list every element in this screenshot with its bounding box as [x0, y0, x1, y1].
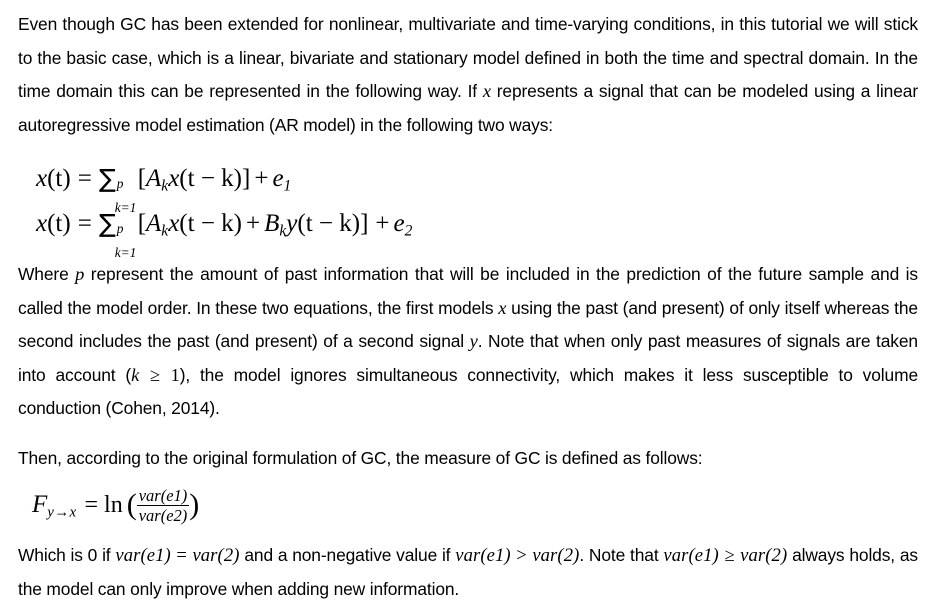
- eq2-lhs-variable: x: [36, 210, 48, 237]
- spacer-before-measure-intro: [18, 426, 918, 442]
- eq1-sum-upper-limit: p: [116, 176, 124, 191]
- inline-variable-x: x: [482, 81, 491, 101]
- eq2-plus-sign: +: [375, 210, 390, 237]
- model-order-part-3: using the past (and present) of only itself whereas the second includes the past (and present) of a second signal: [18, 297, 918, 351]
- eq1-plus-sign: +: [254, 165, 269, 192]
- eq2-inner-plus-sign: +: [246, 210, 261, 237]
- eq1-summation: [98, 164, 138, 215]
- intro-text-part-2: represents a signal that can be modeled using a linear autoregressive model estimation (AR model) in the following two ways:: [18, 81, 918, 135]
- closing-operator-greater-than: >: [511, 545, 532, 566]
- eq2-noise-subscript: 2: [404, 222, 413, 240]
- gc-fraction-denominator: var(e2): [138, 506, 188, 525]
- closing-operator-geq: ≥: [719, 545, 740, 566]
- paragraph-intro: [18, 8, 918, 142]
- closing-part-1: Which is 0 if: [18, 545, 116, 565]
- closing-expression-6: var(2): [740, 545, 788, 566]
- model-order-part-4: . Note that when only past measures of signals are taken into account (: [18, 331, 918, 385]
- closing-expression-3: var(e1): [455, 545, 511, 566]
- eq2-sigma-symbol: ∑: [98, 209, 116, 238]
- spacer-before-equation-1: [18, 142, 918, 164]
- eq2-term-y-argument: (t − k): [297, 210, 361, 237]
- intro-text-part-1: Even though GC has been extended for nonlinear, multivariate and time-varying conditions, in this tutorial we will stick to the basic case, which is a linear, bivariate and stationary model defined in both the time and spectral domain. In the time domain this can be represented in the following way. If: [18, 14, 918, 101]
- gc-fraction: [137, 486, 190, 525]
- gc-lhs-F: F: [32, 490, 48, 518]
- closing-expression-5: var(e1): [663, 545, 719, 566]
- eq1-lhs-variable: x: [36, 165, 48, 192]
- closing-operator-equals: =: [171, 545, 192, 566]
- eq1-equals-sign: =: [77, 165, 92, 192]
- eq1-term-x: x: [168, 165, 180, 192]
- closing-part-3: . Note that: [579, 545, 664, 565]
- model-order-part-1: Where: [18, 264, 76, 284]
- eq2-lhs-argument: (t): [47, 210, 71, 237]
- eq2-coefficient-A: A: [146, 210, 162, 237]
- gc-lhs-subscript: y→x: [47, 504, 77, 521]
- eq2-coefficient-B: B: [264, 210, 280, 237]
- spacer-between-equations: [18, 195, 918, 209]
- eq2-term-y: y: [286, 210, 298, 237]
- eq1-bracket-open: [: [137, 165, 147, 192]
- spacer-before-model-order-paragraph: [18, 240, 918, 258]
- eq2-coefficient-A-subscript: k: [161, 222, 169, 240]
- eq1-term-x-argument: (t − k): [179, 165, 242, 192]
- gc-paren-open: (: [126, 487, 137, 521]
- inline-variable-k: k: [131, 364, 140, 385]
- eq2-bracket-close: ]: [360, 210, 369, 237]
- paragraph-model-order: [18, 258, 918, 426]
- eq1-sigma-symbol: ∑: [98, 164, 116, 193]
- eq2-term-x-argument: (t − k): [179, 210, 242, 237]
- eq2-equals-sign: =: [77, 210, 92, 237]
- eq1-noise-term: e: [272, 165, 284, 192]
- closing-part-4: always holds, as the model can only improve when adding new information.: [18, 545, 918, 599]
- equation-2: [18, 209, 918, 260]
- eq2-bracket-open: [: [137, 210, 147, 237]
- inline-variable-y: y: [469, 331, 478, 351]
- eq1-coefficient-A-subscript: k: [161, 177, 169, 195]
- gc-paren-close: ): [189, 487, 200, 521]
- inline-number-one: 1: [170, 364, 180, 385]
- eq2-coefficient-B-subscript: k: [279, 222, 287, 240]
- spacer-before-closing-paragraph: [18, 526, 918, 539]
- paragraph-closing: [18, 539, 918, 606]
- closing-part-2: and a non-negative value if: [239, 545, 456, 565]
- paragraph-measure-intro: Then, according to the original formulation of GC, the measure of GC is defined as follows:: [18, 447, 703, 468]
- gc-equals-sign: =: [84, 491, 99, 518]
- model-order-part-5: ), the model ignores simultaneous connectivity, which makes it less susceptible to volume conduction (Cohen, 2014).: [18, 364, 919, 418]
- eq1-bracket-close: ]: [242, 165, 251, 192]
- gc-natural-log: ln: [104, 491, 123, 518]
- inline-operator-geq: ≥: [140, 364, 170, 386]
- equation-granger-causality: [18, 487, 918, 526]
- closing-expression-2: var(2): [192, 545, 240, 566]
- model-order-part-2: represent the amount of past information that will be included in the prediction of the future sample and is called the model order. In these two equations, the first models: [18, 264, 919, 318]
- eq2-summation: [98, 209, 138, 260]
- eq2-noise-term: e: [393, 210, 405, 237]
- eq1-coefficient-A: A: [146, 165, 162, 192]
- eq1-sum-lower-limit: k=1: [114, 200, 137, 215]
- eq1-noise-subscript: 1: [283, 177, 292, 195]
- eq1-lhs-argument: (t): [47, 165, 71, 192]
- gc-fraction-numerator: var(e1): [138, 486, 188, 505]
- inline-variable-x-second: x: [498, 297, 507, 318]
- eq2-sum-upper-limit: p: [116, 221, 124, 236]
- eq2-sum-lower-limit: k=1: [114, 245, 137, 260]
- inline-variable-p: p: [75, 264, 85, 284]
- eq2-term-x: x: [168, 210, 180, 237]
- closing-expression-4: var(2): [532, 545, 580, 566]
- equation-1: [18, 164, 918, 215]
- closing-expression-1: var(e1): [115, 545, 171, 566]
